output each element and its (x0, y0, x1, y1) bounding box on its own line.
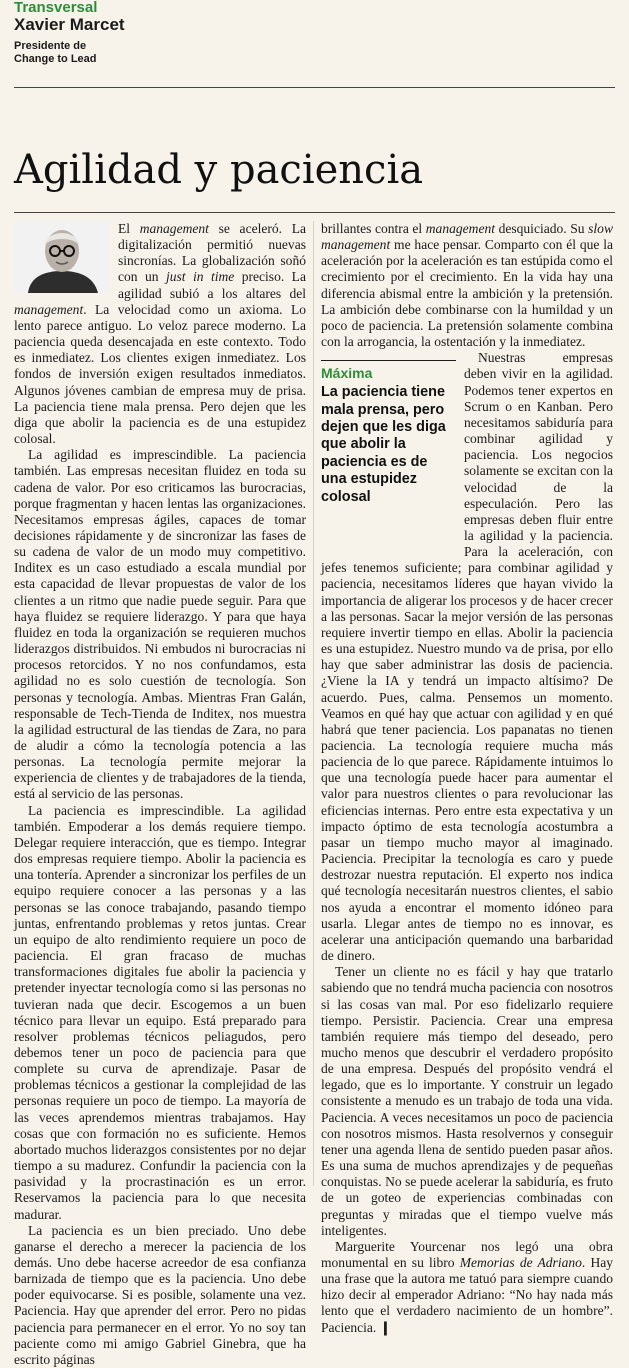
body-paragraph: La agilidad es imprescindible. La paciencia también. Las empresas necesitan fluidez en toda su cadena de valor. Por eso criticamos las burocracias, porque fragmentan y hacen lentas las organizaciones. Necesitamos empresas ágiles, capaces de tomar decisiones rápidamente y de sincronizar las fases de su cadena de valor de un modo muy competitivo. Inditex es un caso estudiado a escala mundial por esta capacidad de llevar propuestas de valor de los clientes a un ritmo que nadie puede seguir. Para que haya fluidez se requiere liderazgo. Y para que haya fluidez en toda la organización se requieren muchos liderazgos distribuidos. Ni embudos ni burocracias ni procesos retorcidos. Y no nos confundamos, esta agilidad no es solo cuestión de tecnología. Son personas y tecnología. Ambas. Mientras Fran Galán, responsable de Tech-Tienda de Inditex, nos muestra la agilidad estructural de las tiendas de Zara, no para de aludir a cómo la tecnología potencia a las personas. La tecnología permite mejorar la experiencia de clientes y de trabajadores de la tienda, está al servicio de las personas. (14, 447, 306, 802)
body-text: . Hay una frase que la autora me tatuó para siempre cuando hizo decir al emperador Adriano: “No hay nada más lento que el verdadero nacimiento de un hombre”. Paciencia. (321, 1255, 614, 1335)
body-paragraph: Tener un cliente no es fácil y hay que tratarlo sabiendo que no tendrá mucha paciencia con nosotros si las cosas van mal. Por eso fidelizarlo requiere tiempo. Persistir. Paciencia. Crear una empresa también requiere más tiempo del deseado, pero mucho menos que descubrir el verdadero propósito de una empresa. Después del propósito vendrá el legado, que es lo importante. Y construir un legado consistente a menudo es un trabajo de toda una vida. Paciencia. A veces necesitamos un poco de paciencia con nosotros mismos. Hasta resolvernos y conseguir tener una agenda llena de sentido pueden pasar años. Es una suma de muchos aprendizajes y de pequeñas conquistas. No se puede acelerar la sabiduría, es fruto de un goteo de experiencias combinadas con preguntas y miradas que el tiempo vuelve más inteligentes. (321, 964, 613, 1238)
body-text-italic: management (139, 221, 209, 236)
body-paragraph: La paciencia es un bien preciado. Uno debe ganarse el derecho a merecer la paciencia de los demás. Uno debe hacerse acreedor de esa confianza barnizada de tiempo que es la paciencia. Uno debe poder equivocarse. Si es posible, solamente una vez. Paciencia. Hay que aprender del error. Pero no pidas paciencia para permanecer en el error. Yo no soy tan paciente como mi amigo Gabriel Ginebra, que ha escrito páginas (14, 1222, 306, 1367)
portrait-image (14, 221, 110, 293)
pull-quote (321, 360, 456, 550)
body-text: me hace pensar. Comparto con él que la aceleración por la aceleración es tan estúpida como el crecimiento por el crecimiento. En la vida hay una diferencia abismal entre la ambición y la pretensión. La ambición debe combinarse con la humildad y un poco de paciencia. La pretensión solamente combina con la arrogancia, la ostentación y la inmediatez. (321, 237, 613, 350)
body-paragraph: La paciencia es imprescindible. La agilidad también. Empoderar a los demás requiere tiempo. Delegar requiere interacción, que es tiempo. Integrar dos empresas requiere tiempo. Abolir la paciencia es una tontería. Aprender a sincronizar los perfiles de un equipo requiere conocer a las personas y a las personas se las conoce trabajando, pasando tiempo juntas, enfrentando problemas y retos juntas. Crear un equipo de alto rendimiento requiere un poco de paciencia. El gran fracaso de muchas transformaciones digitales fue abolir la paciencia y pretender inyectar tecnología como si las personas no tuvieran nada que decir. Escogemos a un buen técnico para llevar un equipo. Está preparado para resolver problemas técnicos peliagudos, pero debemos tener un poco de paciencia para que complete su curva de aprendizaje. Pasar de problemas técnicos a gestionar la complejidad de las personas requiere un poco de tiempo. La mayoría de las veces aprendemos mientras trabajamos. Hay cosas que con formación no es suficiente. Hemos abortado muchos liderazgos consistentes por no dejar tiempo a su madurez. Confundir la paciencia con la pasividad y la procrastinación es un error. Reservamos la paciencia para lo que necesita madurar. (14, 802, 306, 1222)
body-text: Nuestras empresas deben vivir en la agilidad. Podemos tener expertos en Scrum o en Kanban. Pero necesitamos sabiduría para combinar agilidad y paciencia. Los negocios solamente se excitan con la velocidad de la especulación. Pero las empresas deben fluir entre la agilidad y la paciencia. Para la aceleración, con jefes tenemos suficiente; para combinar agilidad y paciencia, necesitamos líderes que hayan vivido la importancia de aligerar los procesos y de hacer crecer a las personas. Sacar la mejor versión de las personas requiere invertir tiempo en ellas. Abolir la paciencia es una estupidez. Nuestro mundo va de prisa, por ello hay que saber administrar las dosis de paciencia. ¿Viene la IA y tendrá un impacto altísimo? De acuerdo. Pues, calma. Pensemos un momento. Veamos en qué hay que actuar con agilidad y en qué habrá que tener paciencia. Los papanatas no tienen paciencia. La tecnología requiere mucha más paciencia de lo que parece. Rápidamente intuimos lo que una tecnología puede hacer para aumentar el valor para nuestros clientes o para revolucionar las eficiencias internas. Pero entre esta expectativa y un impacto óptimo de esta tecnología acostumbra a pasar un tiempo mucho mayor al imaginado. Paciencia. Precipitar la tecnología es caro y puede destrozar nuestra reputación. El experto nos indica qué tecnología necesitarán nuestros clientes, el sabio nos ayuda a encontrar el momento idóneo para usarla. Llegar antes de tiempo no es innovar, es acelerar una anticipación quemando una barbaridad de dinero. (321, 350, 613, 964)
body-text: El (118, 221, 140, 236)
body-text: brillantes contra el (321, 221, 426, 236)
body-text: desquiciado. Su (495, 221, 589, 236)
body-text: . La velocidad como un axioma. Lo lento parece antiguo. Lo veloz parece moderno. La paciencia queda desencajada en este contexto. Todo es inmediatez. Los clientes exigen inmediatez. Los fondos de inversión exigen resultados inmediatos. Algunos jóvenes cambian de empresa muy de prisa. La paciencia tiene mala prensa. Pero dejen que les diga que abolir la paciencia es de una estupidez colosal. (14, 301, 306, 447)
author-name: Xavier Marcet (14, 15, 125, 34)
author-portrait (14, 221, 110, 293)
body-text: se aceleró. La digitalización permitió nuevas sincronías. La globalización soñó con un (118, 221, 306, 285)
article-header (14, 0, 614, 66)
body-paragraph (321, 350, 613, 964)
section-label: Transversal (14, 0, 98, 16)
page-title: Agilidad y paciencia (14, 147, 424, 193)
article-column-left (14, 221, 306, 1367)
header-divider (14, 87, 615, 88)
author-role-line: Presidente de (14, 40, 87, 52)
body-text-italic: management (14, 301, 84, 317)
author-role-line: Change to Lead (14, 53, 97, 65)
author-role (14, 40, 614, 66)
end-of-article-mark: ❙ (379, 1319, 392, 1335)
body-text: preciso. La agilidad subió a los altares del (118, 269, 306, 301)
article-column-right (321, 221, 614, 1335)
body-text: Marguerite Yourcenar nos legó una obra monumental en su libro (321, 1238, 613, 1270)
body-text-italic: management (425, 221, 495, 236)
title-divider (14, 212, 615, 213)
column-divider (313, 221, 314, 1186)
body-paragraph (321, 221, 613, 350)
pull-quote-label: Máxima (321, 365, 373, 382)
body-text-italic: Memorias de Adriano (459, 1255, 582, 1270)
body-text-italic: just in time (165, 269, 235, 285)
body-paragraph (321, 1239, 613, 1336)
pull-quote-text: La paciencia tiene mala prensa, pero dejen que les diga que abolir la paciencia es de una estupidez colosal (321, 384, 446, 505)
body-paragraph (14, 221, 306, 447)
body-text-italic: slow management (321, 221, 613, 253)
